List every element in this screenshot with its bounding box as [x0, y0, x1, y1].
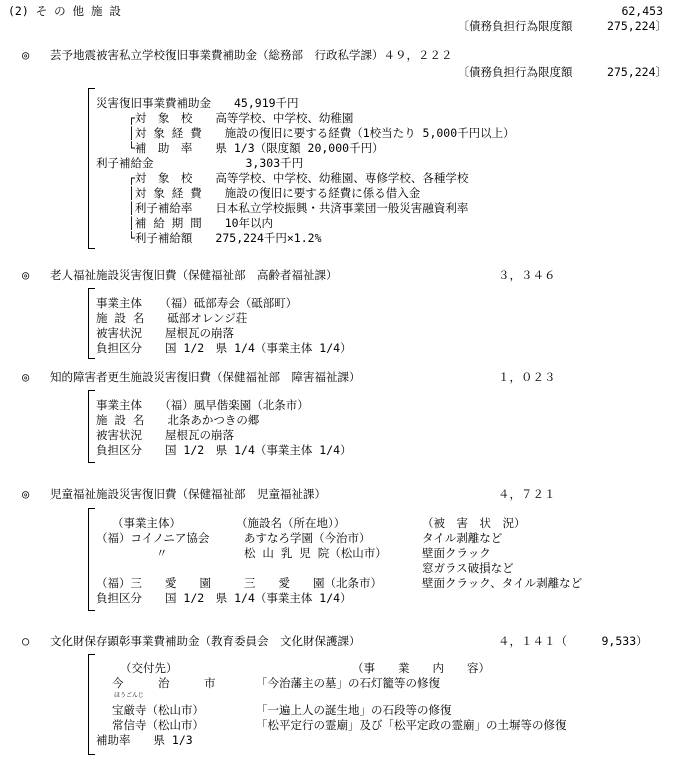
- detail-line: 事業主体 （福）風早偕楽園（北条市）: [96, 398, 309, 412]
- detail-line: 施 設 名 砥部オレンジ荘: [96, 311, 248, 325]
- bracket-top: [88, 288, 95, 289]
- item-amount: ４，１４１（ 9,533）: [498, 634, 648, 648]
- debt-limit-note: 〔債務負担行為限度額 275,224〕: [457, 19, 667, 33]
- detail-line: └利子補給額 275,224千円×1.2%: [128, 231, 322, 245]
- detail-line: │利子補給率 日本私立学校振興・共済事業団一般災害融資利率: [128, 201, 469, 215]
- column-header-damage: （被 害 状 況）: [422, 516, 526, 530]
- total-amount: 62,453: [621, 4, 663, 18]
- double-circle-icon: ◎: [22, 370, 30, 384]
- bracket-bottom: [88, 248, 95, 249]
- detail-line: ┌対 象 校 高等学校、中学校、幼稚園、専修学校、各種学校: [128, 171, 469, 185]
- detail-line: 事業主体 （福）砥部寿会（砥部町）: [96, 296, 298, 310]
- item-amount: ４，７２１: [498, 487, 556, 501]
- detail-line: │補 給 期 間 10年以内: [128, 216, 274, 230]
- table-cell: あすなろ学園（今治市）: [244, 531, 371, 545]
- item-title: 知的障害者更生施設災害復旧費（保健福祉部 障害福祉課）: [50, 370, 361, 384]
- item-title: 文化財保存顕彰事業費補助金（教育委員会 文化財保護課）: [50, 634, 361, 648]
- detail-line: 負担区分 国 1/2 県 1/4（事業主体 1/4）: [96, 443, 352, 457]
- column-header-recipient: （交付先）: [120, 661, 178, 675]
- bracket-line: [88, 88, 89, 248]
- bracket-bottom: [88, 462, 95, 463]
- table-cell: タイル剥離など: [422, 531, 503, 545]
- item-title: 児童福祉施設災害復旧費（保健福祉部 児童福祉課）: [50, 487, 326, 501]
- bracket-top: [88, 88, 95, 89]
- bracket-bottom: [88, 610, 95, 611]
- table-cell: 「一遍上人の誕生地」の石段等の修復: [256, 703, 452, 717]
- detail-line: 被害状況 屋根瓦の崩落: [96, 326, 234, 340]
- double-circle-icon: ◎: [22, 268, 30, 282]
- bracket-line: [88, 288, 89, 358]
- bracket-line: [88, 508, 89, 610]
- detail-line: │対 象 経 費 施設の復旧に要する経費（1校当たり 5,000千円以上）: [128, 126, 515, 140]
- table-cell: （福）三 愛 園: [96, 576, 211, 590]
- table-cell: 窓ガラス破損など: [422, 561, 514, 575]
- table-cell: （福）コイノニア協会: [96, 531, 210, 545]
- bracket-bottom: [88, 754, 95, 755]
- circle-icon: ○: [22, 634, 30, 648]
- detail-line: 補助率 県 1/3: [96, 733, 193, 747]
- table-cell: 常信寺（松山市）: [112, 718, 204, 732]
- table-cell: 「松平定行の霊廟」及び「松平定政の霊廟」の土塀等の修復: [256, 718, 567, 732]
- detail-line: 負担区分 国 1/2 県 1/4（事業主体 1/4）: [96, 591, 352, 605]
- item-title: 芸予地震被害私立学校復旧事業費補助金（総務部 行政私学課）４９，２２２: [50, 48, 453, 62]
- column-header-project: （事 業 内 容）: [352, 661, 490, 675]
- detail-line: 負担区分 国 1/2 県 1/4（事業主体 1/4）: [96, 341, 352, 355]
- table-cell: 三 愛 園（北条市）: [244, 576, 382, 590]
- item-title: 老人福祉施設災害復旧費（保健福祉部 高齢者福祉課）: [50, 268, 338, 282]
- table-cell: 今 治 市: [112, 676, 216, 690]
- ruby-reading: ほうごんじ: [114, 692, 145, 699]
- bracket-top: [88, 508, 95, 509]
- section-title: (2) そ の 他 施 設: [8, 4, 121, 18]
- bracket-line: [88, 390, 89, 462]
- bracket-bottom: [88, 358, 95, 359]
- bracket-top: [88, 390, 95, 391]
- column-header-facility: （施設名（所在地））: [236, 516, 346, 530]
- detail-line: ┌対 象 校 高等学校、中学校、幼稚園: [128, 111, 354, 125]
- detail-line: 被害状況 屋根瓦の崩落: [96, 428, 234, 442]
- debt-limit-note: 〔債務負担行為限度額 275,224〕: [457, 65, 667, 79]
- table-cell: 宝厳寺（松山市）: [112, 703, 204, 717]
- table-cell: 〃: [156, 546, 168, 560]
- column-header-operator: （事業主体）: [112, 516, 181, 530]
- detail-line: 利子補給金 3,303千円: [96, 156, 304, 170]
- table-cell: 壁面クラック、タイル剥離など: [422, 576, 583, 590]
- table-cell: 「今治藩主の墓」の石灯籠等の修復: [256, 676, 440, 690]
- item-amount: ３，３４６: [498, 268, 556, 282]
- double-circle-icon: ◎: [22, 487, 30, 501]
- bracket-top: [88, 654, 95, 655]
- detail-line: │対 象 経 費 施設の復旧に要する経費に係る借入金: [128, 186, 421, 200]
- detail-line: 施 設 名 北条あかつきの郷: [96, 413, 260, 427]
- table-cell: 松 山 乳 児 院（松山市）: [244, 546, 387, 560]
- double-circle-icon: ◎: [22, 48, 30, 62]
- detail-line: └補 助 率 県 1/3（限度額 20,000千円）: [128, 141, 384, 155]
- item-amount: １，０２３: [498, 370, 556, 384]
- table-cell: 壁面クラック: [422, 546, 491, 560]
- detail-line: 災害復旧事業費補助金 45,919千円: [96, 96, 299, 110]
- bracket-line: [88, 654, 89, 754]
